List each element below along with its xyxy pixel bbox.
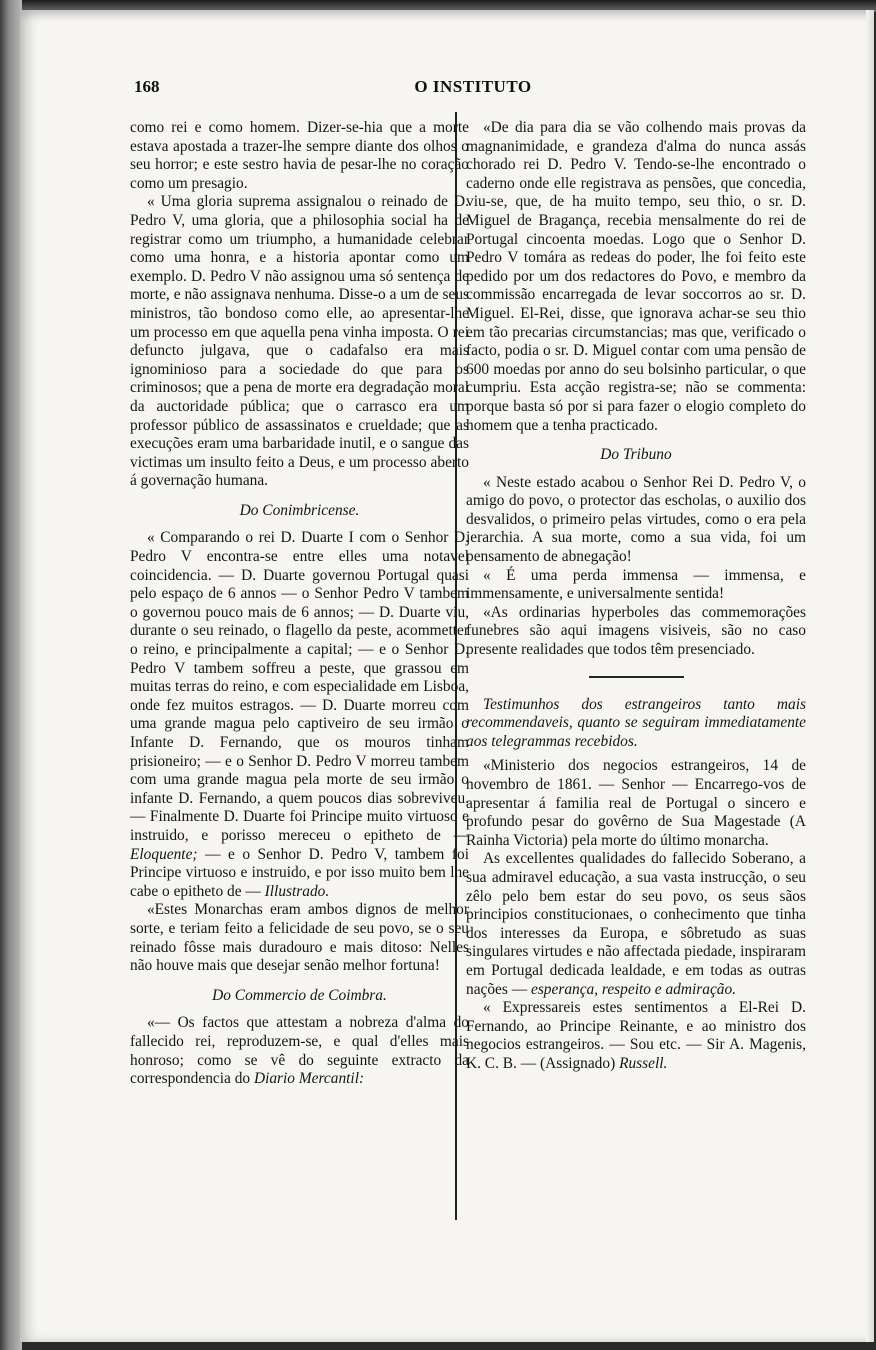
section-heading: Do Conimbricense. [239, 501, 360, 519]
book-binding-left [0, 0, 22, 1350]
paragraph: «Estes Monarchas eram ambos dignos de melhor sorte, e teriam feito a felicidade de seu povo, se o seu reinado fôsse mais duradouro e mais ditoso: Nelles não houve mais que desejar senão melhor fortuna! [130, 901, 469, 975]
paragraph: «Ministerio dos negocios estrangeiros, 14 de novembro de 1861. — Senhor — Encarrego-vos de apresentar á familia real de Portugal o sincero e profundo pesar do govêrno de Sua Magestade (A Rainha Victoria) pela morte do último monarcha. [466, 757, 806, 849]
page-number: 168 [134, 77, 160, 96]
paragraph: « Expressareis estes sentimentos a El-Rei D. Fernando, ao Principe Reinante, e ao ministro dos negocios estrangeiros. — Sou etc. — Sir A. Magenis, K. C. B. — (Assignado) Russell. [466, 999, 806, 1072]
paragraph: como rei e como homem. Dizer-se-hia que a morte estava apostada a trazer-lhe sempre diante dos olhos o seu horror; e este sestro havia de pesar-lhe no coração como um presagio. [130, 119, 469, 192]
paragraph: «As ordinarias hyperboles das commemorações funebres são aqui imagens visiveis, são no caso presente realidades que todos têm presenciado. [466, 603, 806, 659]
section-heading: Do Tribuno [600, 446, 672, 464]
section-rule [589, 676, 684, 678]
left-column [130, 119, 469, 1089]
page-edge-shadow [866, 10, 874, 1342]
journal-title: O INSTITUTO [414, 77, 532, 96]
section-heading: Testimunhos dos estrangeiros tanto mais recommendaveis, quanto se seguiram immediatamente aos telegrammas recebidos. [466, 695, 806, 750]
running-header [134, 73, 812, 99]
paragraph: « Uma gloria suprema assignalou o reinado de D. Pedro V, uma gloria, que a philosophia social ha de registrar como um triumpho, a humanidade celebrar como uma honra, e a historia apontar como um exemplo. D. Pedro V não assignou uma só sentença de morte, e não assignava nenhuma. Disse-o a um de seus ministros, tão bondoso como elle, ao apresentar-lhe um processo em que aquella pena vinha imposta. O rei defuncto julgava, que o cadafalso era mais ignominioso para a sociedade do que para os criminosos; que a pena de morte era degradação moral da auctoridade pública; que o carrasco era um professor público de assassinatos e crueldade; que as execuções eram uma barbaridade inutil, e o sangue das victimas um insulto feito a Deus, e um processo aberto á governação humana. [130, 193, 469, 490]
paragraph: « Comparando o rei D. Duarte I com o Senhor D. Pedro V encontra-se entre elles uma notavel coincidencia. — D. Duarte governou Portugal quasi pelo espaço de 6 annos — o Senhor Pedro V tambem o governou pouco mais de 6 annos; — D. Duarte viu, durante o seu reinado, o flagello da peste, acommetter o reino, e principalmente a capital; — e o Senhor D. Pedro V tambem soffreu a peste, que grassou em muitas terras do reino, e com especialidade em Lisboa, onde fez muitos estragos. — D. Duarte morreu com uma grande magua pelo captiveiro de seu irmão o Infante D. Fernando, que os mouros tinham prisioneiro; — e o Senhor D. Pedro V morreu tambem com uma grande magua pela morte de seu irmão o infante D. Fernando, a quem poucos dias sobreviveu. — Finalmente D. Duarte foi Principe muito virtuoso e instruido, e porisso mereceu o epitheto de — Eloquente; — e o Senhor D. Pedro V, tambem foi Principe virtuoso e instruido, e por isso muito bem lhe cabe o epitheto de — Illustrado. [130, 529, 469, 900]
paragraph: «De dia para dia se vão colhendo mais provas da magnanimidade, e grandeza d'alma do nunca assás chorado rei D. Pedro V. Tendo-se-lhe encontrado o caderno onde elle registrava as pensões, que concedia, viu-se, que, de ha muito tempo, seu thio, o sr. D. Miguel de Bragança, recebia mensalmente do rei de Portugal cincoenta moedas. Logo que o Senhor D. Pedro V tomára as redeas do poder, lhe foi feito este pedido por um dos redactores do Povo, e membro da commissão encarregada de levar soccorros ao sr. D. Miguel. El-Rei, disse, que ignorava achar-se seu thio em tão precarias circumstancias; mas que, verificado o facto, podia o sr. D. Miguel contar com uma pensão de 600 moedas por anno do seu bolsinho particular, o que cumpriu. Esta acção registra-se; não se commenta: porque basta só por si para fazer o elogio completo do homem que a tenha practicado. [466, 119, 806, 434]
paragraph: « Neste estado acabou o Senhor Rei D. Pedro V, o amigo do povo, o protector das escholas, o auxilio dos desvalidos, o primeiro pelas virtudes, como o era pela jerarchia. A sua morte, como a sua vida, foi um pensamento de abnegação! [466, 473, 806, 566]
paragraph: As excellentes qualidades do fallecido Soberano, a sua admiravel educação, a sua vasta instrucção, o seu zêlo pelo bem estar do seu povo, os seus sãos principios constitucionaes, o conhecimento que tinha dos interesses da Europa, e sôbretudo as suas singulares virtudes e não affectada piedade, inspiraram em Portugal dedicada lealdade, e em todas as outras nações — esperança, respeito e admiração. [466, 850, 806, 998]
paragraph: «— Os factos que attestam a nobreza d'alma do fallecido rei, reproduzem-se, e qual d'elles mais honroso; como se vê do seguinte extracto da correspondencia do Diario Mercantil: [130, 1014, 469, 1088]
paragraph: « É uma perda immensa — immensa, e immensamente, e universalmente sentida! [466, 566, 806, 603]
right-column [466, 119, 806, 1074]
section-heading: Do Commercio de Coimbra. [212, 986, 387, 1004]
